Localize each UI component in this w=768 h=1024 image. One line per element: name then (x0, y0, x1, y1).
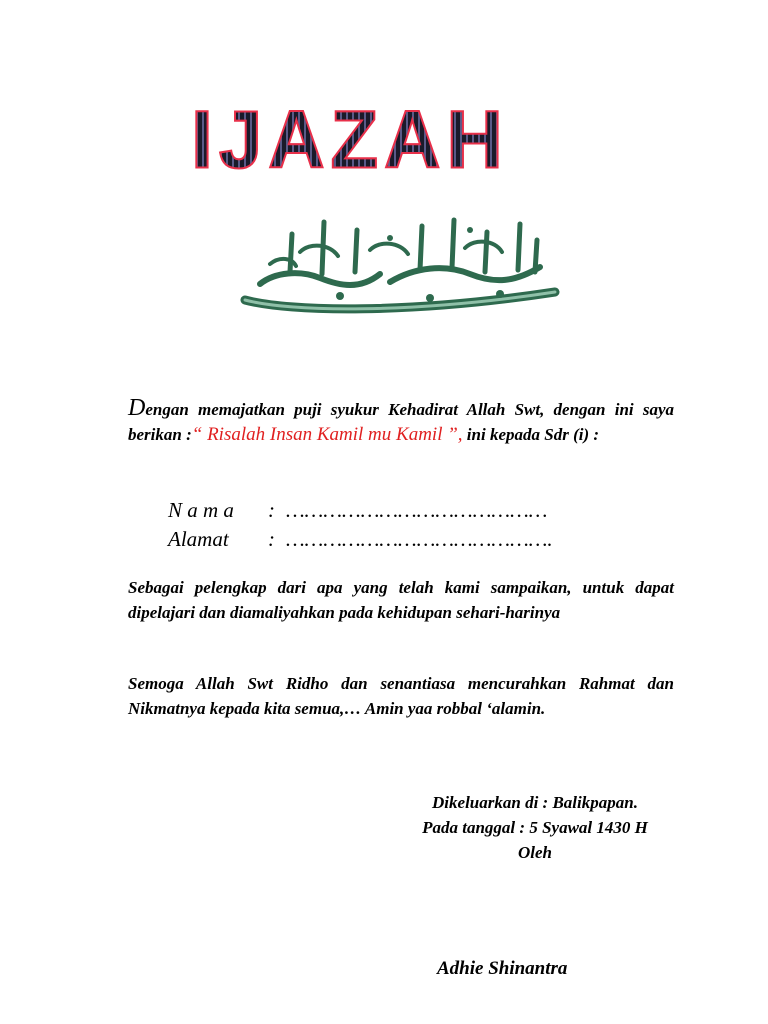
name-colon: : (268, 498, 275, 522)
name-field (168, 498, 547, 523)
ijazah-wordart (160, 92, 540, 180)
address-label: Alamat (168, 527, 229, 551)
bismillah-calligraphy-icon (230, 212, 570, 322)
name-value: …………………………………… (286, 498, 548, 522)
intro-dropcap: D (128, 395, 146, 421)
program-name: “ Risalah Insan Kamil mu Kamil ”, (191, 424, 463, 445)
name-label: N a m a (168, 498, 234, 522)
issued-by-label: Oleh (518, 843, 552, 862)
signer-name: Adhie Shinantra (437, 958, 568, 979)
prayer-paragraph: Semoga Allah Swt Ridho dan senantiasa mencurahkan Rahmat dan Nikmatnya kepada kita semua,… Amin yaa robbal ‘alamin. (128, 674, 674, 718)
intro-paragraph (128, 396, 674, 447)
purpose-paragraph: Sebagai pelengkap dari apa yang telah kami sampaikan, untuk dapat dipelajari dan diamaliyahkan pada kehidupan sehari-harinya (128, 578, 674, 622)
document-title (160, 92, 540, 180)
issued-place: Dikeluarkan di : Balikpapan. (432, 793, 638, 812)
intro-text-after: ini kepada Sdr (i) : (462, 425, 600, 444)
address-value: ……………………………………. (286, 527, 553, 551)
document-title-text: IJAZAH (191, 93, 509, 180)
issued-date: Pada tanggal : 5 Syawal 1430 H (422, 818, 648, 837)
intro-text: engan memajatkan puji syukur Kehadirat Allah Swt, dengan ini saya berikan : (128, 400, 674, 444)
address-colon: : (268, 527, 275, 551)
address-field (168, 527, 553, 552)
